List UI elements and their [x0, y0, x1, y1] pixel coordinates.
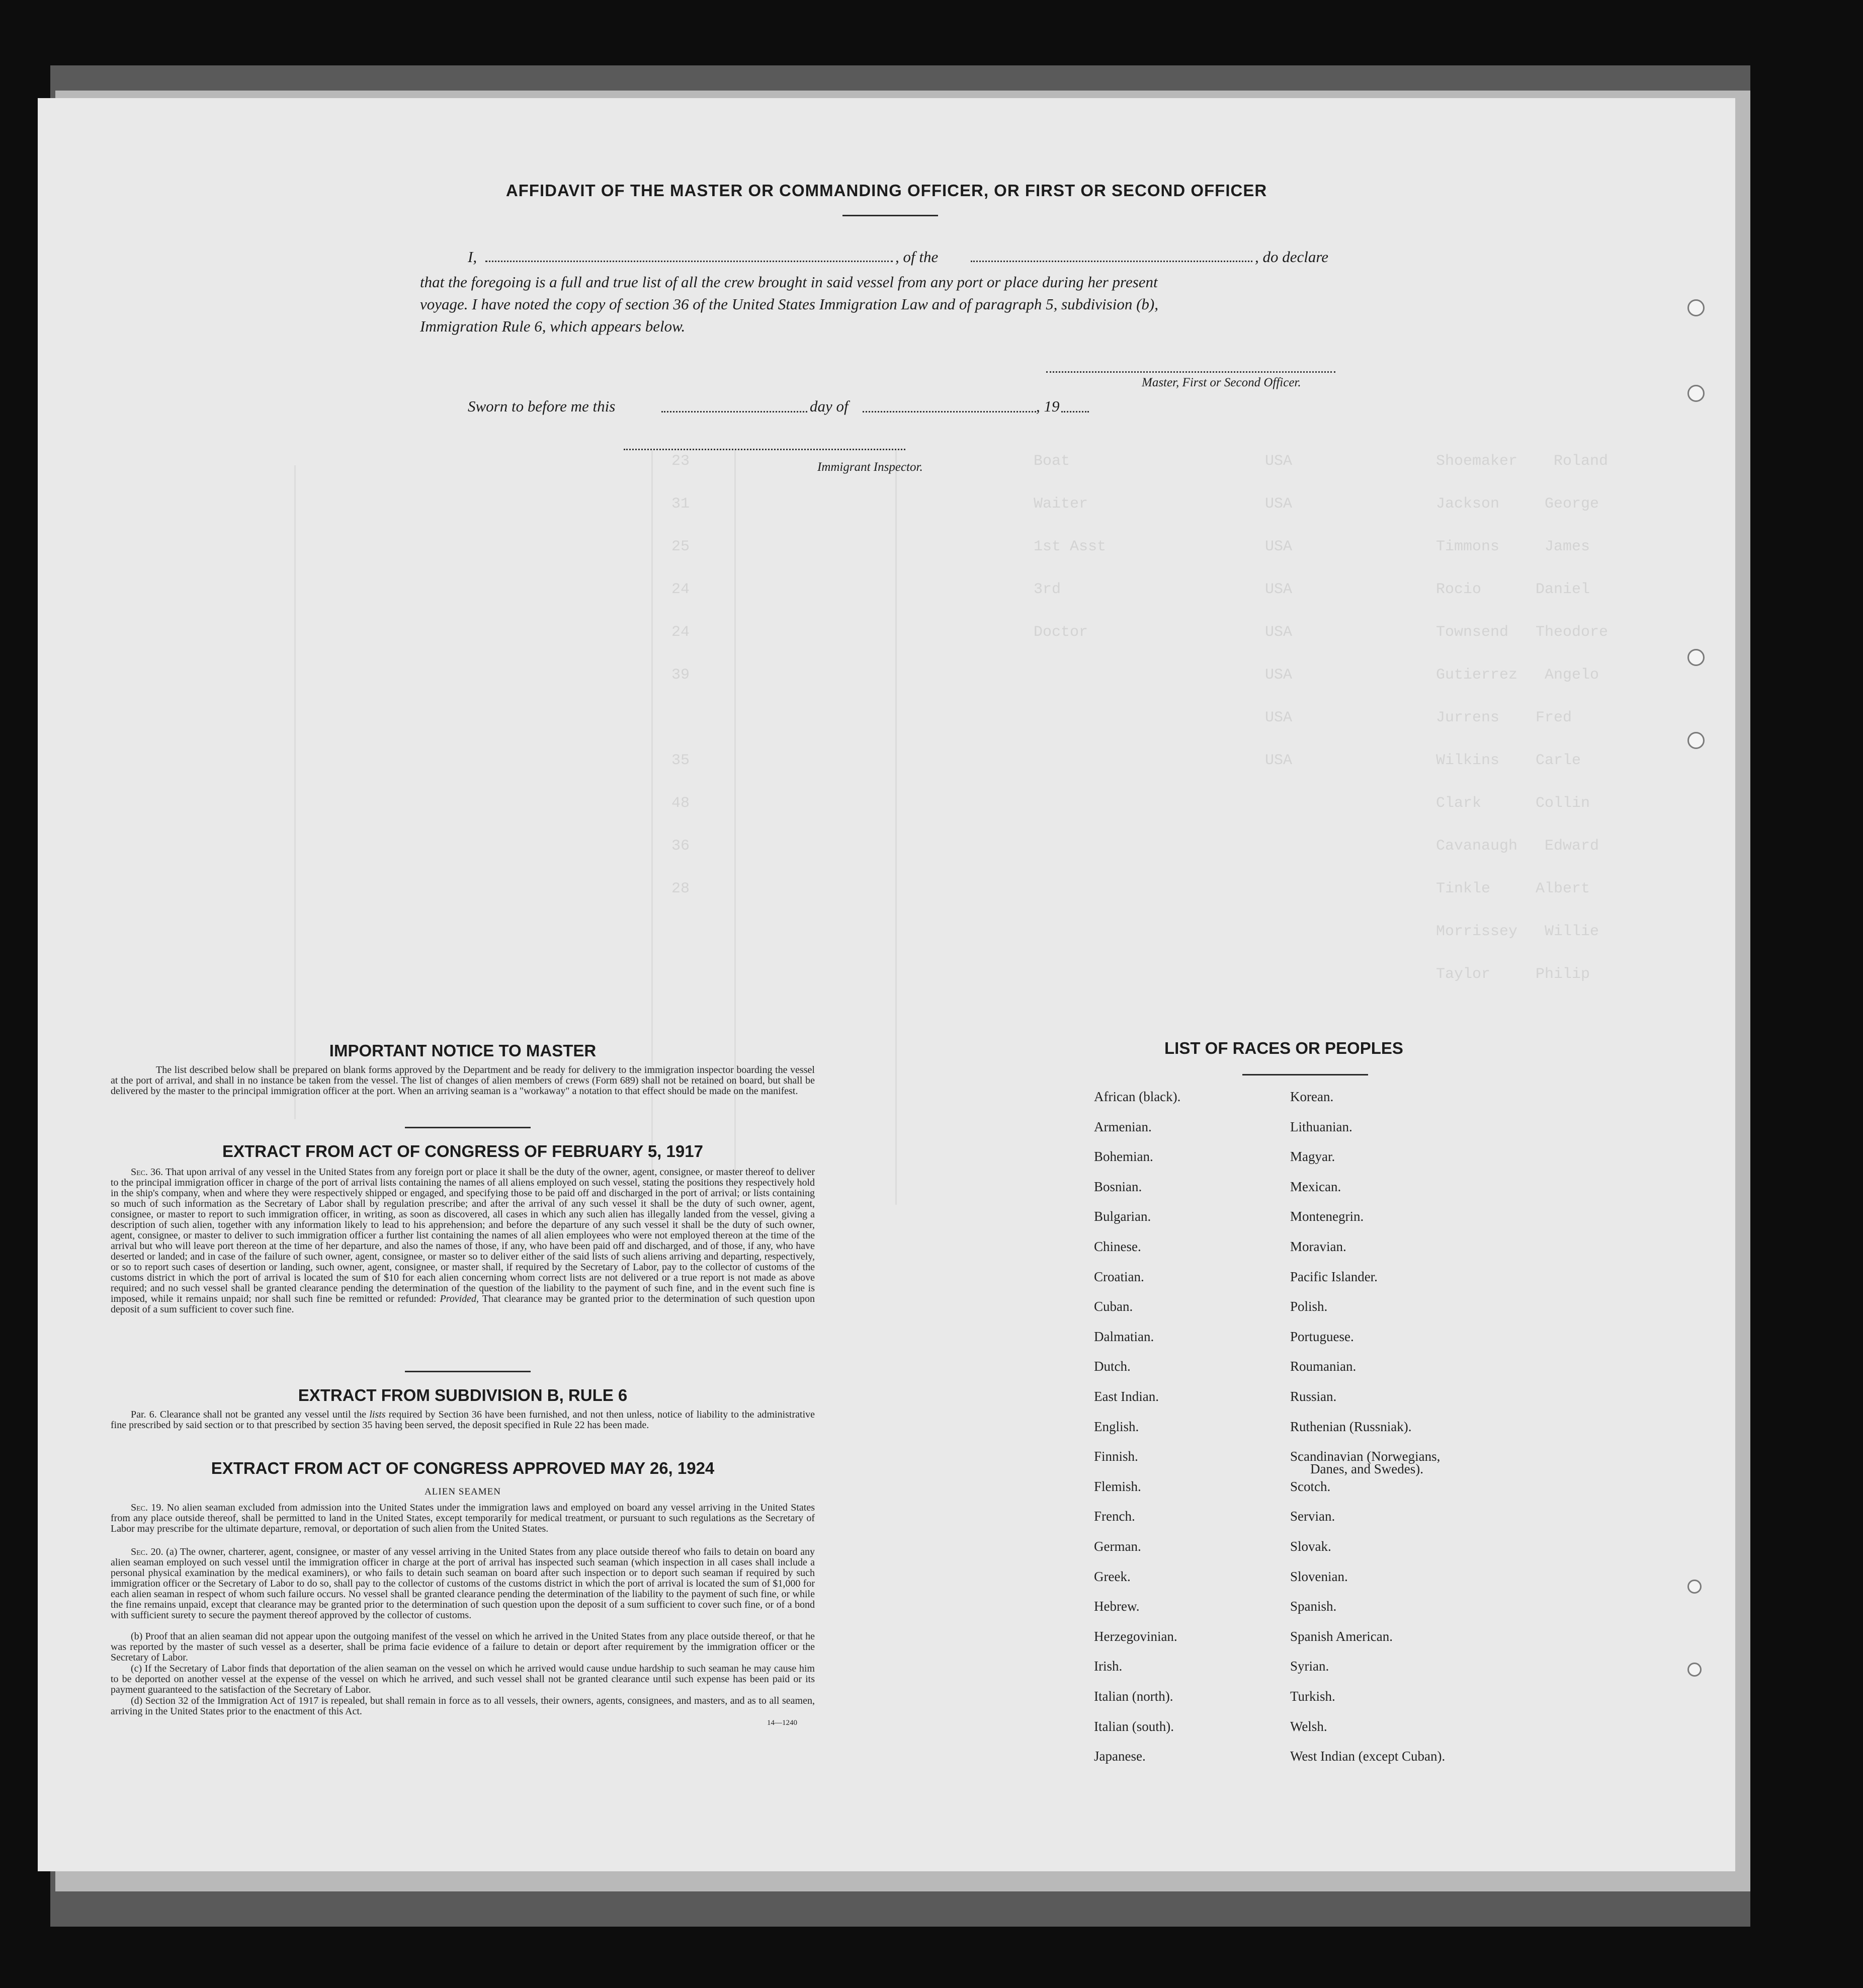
race-item: Flemish.	[1094, 1478, 1141, 1494]
race-item: Lithuanian.	[1290, 1119, 1352, 1134]
alien-seamen-subtitle: ALIEN SEAMEN	[425, 1486, 501, 1497]
race-item: Greek.	[1094, 1568, 1131, 1584]
race-item: Irish.	[1094, 1659, 1123, 1674]
sworn-month-field[interactable]	[863, 411, 1036, 412]
day-of-label: day of	[810, 397, 849, 415]
extract-1924-title: EXTRACT FROM ACT OF CONGRESS APPROVED MAY 26, 1924	[211, 1459, 715, 1477]
race-item: Spanish.	[1290, 1599, 1337, 1614]
title-underline	[842, 215, 938, 216]
race-item: Slovenian.	[1290, 1568, 1348, 1584]
race-item: Croatian.	[1094, 1269, 1144, 1284]
punch-hole	[1687, 732, 1705, 749]
race-item: Dalmatian.	[1094, 1329, 1154, 1344]
race-item: Herzegovinian.	[1094, 1628, 1177, 1644]
race-item: Finnish.	[1094, 1449, 1138, 1464]
punch-hole	[1687, 1663, 1702, 1677]
race-item: Chinese.	[1094, 1239, 1141, 1254]
form-number: 14—1240	[767, 1719, 797, 1727]
race-item: Spanish American.	[1290, 1628, 1393, 1644]
race-item: Scotch.	[1290, 1478, 1331, 1494]
sworn-label: Sworn to before me this	[468, 397, 616, 415]
race-item: German.	[1094, 1539, 1141, 1554]
sec-19-label: Sec. 19.	[131, 1502, 164, 1513]
race-item: Servian.	[1290, 1509, 1335, 1524]
race-item: Bosnian.	[1094, 1179, 1142, 1194]
affidavit-line-2: that the foregoing is a full and true list of all the crew brought in said vessel from any port or place during her present	[420, 273, 1158, 291]
race-item: Bulgarian.	[1094, 1209, 1151, 1224]
race-item: Syrian.	[1290, 1659, 1329, 1674]
race-item: East Indian.	[1094, 1389, 1159, 1404]
rule6-lists-word: lists	[369, 1409, 386, 1420]
master-signature-field[interactable]	[1046, 371, 1335, 373]
race-item: West Indian (except Cuban).	[1290, 1749, 1446, 1764]
race-item: Scandinavian (Norwegians,	[1290, 1449, 1441, 1464]
race-item: Russian.	[1290, 1389, 1337, 1404]
notice-title: IMPORTANT NOTICE TO MASTER	[329, 1041, 597, 1060]
race-item: Roumanian.	[1290, 1359, 1357, 1374]
sec-20c-paragraph: (c) If the Secretary of Labor finds that deportation of the alien seaman on the vessel on which he arrived would cause undue hardship to such seaman he may cause him to be deported on another vessel at the expense of the vessel on which he arrived, and such vessel shall not be granted clearance until such expense has been paid or its payment guaranteed to the satisfaction of the Secretary of Labor.	[111, 1663, 815, 1695]
race-item: Moravian.	[1290, 1239, 1346, 1254]
affidavit-declare: , do declare	[1255, 248, 1329, 266]
extract-1917-title: EXTRACT FROM ACT OF CONGRESS OF FEBRUARY 5, 1917	[222, 1142, 703, 1161]
affidavit-line-3: voyage. I have noted the copy of section 36 of the United States Immigration Law and of paragraph 5, subdivision (b),	[420, 295, 1158, 313]
race-item: Hebrew.	[1094, 1599, 1140, 1614]
punch-hole	[1687, 1580, 1702, 1594]
proviso-word: Provided,	[440, 1293, 479, 1304]
affidavit-title: AFFIDAVIT OF THE MASTER OR COMMANDING OFFICER, OR FIRST OR SECOND OFFICER	[505, 181, 1267, 200]
sec-19-text: No alien seaman excluded from admission into the United States under the immigration laws and employed on board any vessel arriving in the United States from any place outside thereof, shall be permitted to land in the United States, except temporarily for medical treatment, or pursuant to such regulations as the Secretary of Labor may prescribe for the ultimate departure, removal, or deportation of such alien from the United States.	[111, 1502, 815, 1534]
rule6-body	[111, 1410, 815, 1431]
sec-20d-paragraph: (d) Section 32 of the Immigration Act of 1917 is repealed, but shall remain in force as to all vessels, their owners, agents, consignees, and masters, and as to all seamen, arriving in the United States prior to the enactment of this Act.	[111, 1695, 815, 1717]
inspector-label: Immigrant Inspector.	[817, 460, 923, 474]
race-item: Cuban.	[1094, 1299, 1133, 1314]
race-item: Mexican.	[1290, 1179, 1341, 1194]
affidavit-of-the: , of the	[895, 248, 939, 266]
race-item: Korean.	[1290, 1089, 1334, 1104]
rule6-title: EXTRACT FROM SUBDIVISION B, RULE 6	[298, 1386, 628, 1404]
punch-hole	[1687, 299, 1705, 316]
notice-divider	[405, 1127, 531, 1128]
race-item: Japanese.	[1094, 1749, 1146, 1764]
punch-hole	[1687, 649, 1705, 666]
sec-20a-text: (a) The owner, charterer, agent, consignee, or master of any vessel arriving in the United States from any place outside thereof who fails to detain on board any alien seaman employed on such vessel until the immigration officer in charge at the port of arrival has inspected such seaman (which inspection in all cases shall include a personal physical examination by the medical examiners), or who fails to detain such seaman on board after such inspection or to deport such seaman if required by such immigration officer or the Secretary of Labor to do so, shall pay to the collector of customs of the customs district in which the port of arrival is located the sum of $1,000 for each alien seaman in respect of whom such failure occurs. No vessel shall be granted clearance pending the determination of the liability to the payment of such fine, or while the fine remains unpaid, except that clearance may be granted prior to the determination of such question upon the deposit of a sum sufficient to cover such fine, or of a bond with sufficient surety to secure the payment thereof approved by the collector of customs.	[111, 1546, 815, 1621]
races-underline	[1242, 1074, 1368, 1075]
race-item: African (black).	[1094, 1089, 1181, 1104]
rule6-text-b: required by Section 36 have been furnished, and not then unless, notice of liability to the administrative fine prescribed by said section or to that prescribed by section 35 having been served, the deposit specified in Rule 22 has been made.	[111, 1409, 815, 1431]
race-item: Magyar.	[1290, 1149, 1335, 1165]
race-item: French.	[1094, 1509, 1135, 1524]
proviso-text: That clearance may be granted prior to the determination of such question upon deposit of a sum sufficient to cover such fine.	[111, 1293, 815, 1315]
rule6-text-a: Par. 6. Clearance shall not be granted any vessel until the	[131, 1409, 367, 1420]
sec-20a-paragraph	[111, 1547, 815, 1621]
affidavit-i: I,	[468, 248, 477, 266]
race-item: Ruthenian (Russniak).	[1290, 1419, 1412, 1434]
affidavit-line-4: Immigration Rule 6, which appears below.	[420, 317, 686, 335]
race-item: Italian (south).	[1094, 1718, 1174, 1734]
year-label: , 19	[1036, 397, 1060, 415]
race-item: Turkish.	[1290, 1689, 1335, 1704]
race-item: Armenian.	[1094, 1119, 1152, 1134]
sworn-year-field[interactable]	[1061, 411, 1089, 412]
vessel-name-field[interactable]	[971, 261, 1252, 262]
race-item: Italian (north).	[1094, 1689, 1173, 1704]
race-item: Welsh.	[1290, 1718, 1327, 1734]
master-name-field[interactable]	[485, 261, 893, 262]
sec-20b-paragraph: (b) Proof that an alien seaman did not appear upon the outgoing manifest of the vessel on which he arrived in the United States from any place outside thereof, or that he was reported by the master of such vessel as a deserter, shall be prima facie evidence of a failure to detain or deport after requirement by the immigration officer or the Secretary of Labor.	[111, 1631, 815, 1663]
race-item: Slovak.	[1290, 1539, 1331, 1554]
sec-20-label: Sec. 20.	[131, 1546, 163, 1557]
punch-hole	[1687, 385, 1705, 402]
notice-body: The list described below shall be prepared on blank forms approved by the Department and be ready for delivery to the immigration inspector boarding the vessel at the port of arrival, and shall in no instance be taken from the vessel. The list of changes of alien members of crews (Form 689) shall not be retained on board, but shall be delivered by the master to the principal immigration officer at the port. When an arriving seaman is a "workaway" a notation to that effect should be made on the manifest.	[111, 1064, 815, 1097]
extract-1917-divider	[405, 1371, 531, 1372]
sworn-day-field[interactable]	[661, 411, 807, 412]
document-page: Shoemaker Roland Jackson George Timmons James Rocio Daniel Townsend Theodore Gutierrez Angelo Jurrens Fred Wilkins Carle Clark Collin Cavanaugh Edward Tinkle Albert Morrissey Willie Taylor Philip Boat Waiter 1st Asst 3rd Doctor 23 31 25 24 24 39 35 48 36 28 USA USA USA USA USA USA USA USA AFFIDAVIT OF THE MASTER OR COMMANDING OFFICER, OR FIRST OR SECOND OFFICER I, , of the , do declare that the foregoing is a full and true list of all the crew brought in said vessel from any port or place during her present voyage. I have noted the copy of section 36 of the United States Immigration Law and of paragraph 5, subdivision (b), Immigration Rule 6, which appears below. Master, First or Second Officer. Sworn to before me this day of , 19 Immigrant Inspector. IMPORTANT NOTICE TO MASTER The list described below shall be prepared on blank forms approved by the Department and be ready for delivery to the immigration inspector boarding the vessel at the port of arrival, and shall in no instance be taken from the vessel. The list of changes of alien members of crews (Form 689) shall not be retained on board, but shall be delivered by the master to the principal immigration officer at the port. When an arriving seaman is a "workaway" a notation to that effect should be made on the manifest. EXTRACT FROM ACT OF CONGRESS OF FEBRUARY 5, 1917 Sec. 36. That upon arrival of any vessel in the United States from any foreign port or place it shall be the duty of the owner, agent, consignee, or master thereof to deliver to the principal immigration officer in charge of the port of arrival lists containing the names of all aliens employed on such vessel, stating the positions they respectively hold in the ship's company, when and where they were respectively shipped or engaged, and specifying those to be paid off and discharged in the port of arrival; or lists containing so much of such information as the Secretary of Labor shall by regulation prescribe; and after the arrival of any such vessel it shall be the duty of such owner, agent, consignee, or master to report to such immigration officer, in writing, as soon as discovered, all cases in which any such alien has illegally landed from the vessel, giving a description of such alien, together with any information likely to lead to his apprehension; and before the departure of any such vessel it shall be the duty of such owner, agent, consignee, or master to deliver to such immigration officer a further list containing the names of all alien employees who were not employed thereon at the time of the arrival but who will leave port thereon at the time of her departure, and also the names of those, if any, who have been paid off and discharged, and of those, if any, who have deserted or landed; and in case of the failure of such owner, agent, consignee, or master so to deliver either of the said lists of such aliens arriving and departing, respectively, or so to report such cases of desertion or landing, such owner, agent, consignee, or master shall, if required by the Secretary of Labor, pay to the collector of customs of the customs district in which the port of arrival is located the sum of $10 for each alien concerning whom correct lists are not delivered or a true report is not made as above required; and no such vessel shall be granted clearance pending the determination of the question of the liability to the payment of such fine, and in the event such fine is imposed, while it remains unpaid; nor shall such fine be remitted or refunded: Provided, That clearance may be granted prior to the determination of such question upon deposit of a sum sufficient to cover such fine. EXTRACT FROM SUBDIVISION B, RULE 6 Par. 6. Clearance shall not be granted any vessel until the lists required by Section 36 have been furnished, and not then unless, notice of liability to the administrative fine prescribed by said section or to that prescribed by section 35 having been served, the deposit specified in Rule 22 has been made. EXTRACT FROM ACT OF CONGRESS APPROVED MAY 26, 1924 ALIEN SEAMEN Sec. 19. No alien seaman excluded from admission into the United States under the immigration laws and employed on board any vessel arriving in the United States from any place outside thereof, shall be permitted to land in the United States, except temporarily for medical treatment, or pursuant to such regulations as the Secretary of Labor may prescribe for the ultimate departure, removal, or deportation of such alien from the United States. Sec. 20. (a) The owner, charterer, agent, consignee, or master of any vessel arriving in the United States from any place outside thereof who fails to detain on board any alien seaman employed on such vessel until the immigration officer in charge at the port of arrival has inspected such seaman (which inspection in all cases shall include a personal physical examination by the medical examiners), or who fails to detain such seaman on board after such inspection or to deport such seaman if required by such immigration officer or the Secretary of Labor to do so, shall pay to the collector of customs of the customs district in which the port of arrival is located the sum of $1,000 for each alien seaman in respect of whom such failure occurs. No vessel shall be granted clearance pending the determination of the liability to the payment of such fine, or while the fine remains unpaid, except that clearance may be granted prior to the determination of such question upon the deposit of a sum sufficient to cover such fine, or of a bond with sufficient surety to secure the payment thereof approved by the collector of customs. (b) Proof that an alien seaman did not appear upon the outgoing manifest of the vessel on which he arrived in the United States from any place outside thereof, or that he was reported by the master of such vessel as a deserter, shall be prima facie evidence of a failure to detain or deport after requirement by the immigration officer or the Secretary of Labor. (c) If the Secretary of Labor finds that deportation of the alien seaman on the vessel on which he arrived would cause undue hardship to such seaman he may cause him to be deported on another vessel at the expense of the vessel on which he arrived, and such vessel shall not be granted clearance until such expense has been paid or its payment guaranteed to the satisfaction of the Secretary of Labor. (d) Section 32 of the Immigration Act of 1917 is repealed, but shall remain in force as to all vessels, their owners, agents, consignees, and masters, and as to all seamen, arriving in the United States prior to the enactment of this Act. 14—1240 LIST OF RACES OR PEOPLES African (black). Armenian. Bohemian. Bosnian. Bulgarian. Chinese. Croatian. Cuban. Dalmatian. Dutch. East Indian. English. Finnish. Flemish. French. German. Greek. Hebrew. Herzegovinian. Irish. Italian (north). Italian (south). Japanese. Korean. Lithuanian. Magyar. Mexican. Montenegrin. Moravian. Pacific Islander. Polish. Portuguese. Roumanian. Russian. Ruthenian (Russniak). Scandinavian (Norwegians, Danes, and Swedes). Scotch. Servian. Slovak. Slovenian. Spanish. Spanish American. Syrian. Turkish. Welsh. West Indian (except Cuban).	[38, 98, 1735, 1871]
race-item: Dutch.	[1094, 1359, 1131, 1374]
race-item: Danes, and Swedes).	[1310, 1461, 1423, 1477]
race-item: Montenegrin.	[1290, 1209, 1364, 1224]
race-item: Bohemian.	[1094, 1149, 1153, 1165]
master-signature-label: Master, First or Second Officer.	[1142, 376, 1301, 389]
race-item: Pacific Islander.	[1290, 1269, 1378, 1284]
extract-1917-body	[111, 1167, 815, 1315]
sec-19-paragraph	[111, 1503, 815, 1534]
race-item: English.	[1094, 1419, 1139, 1434]
inspector-signature-field[interactable]	[624, 449, 905, 450]
sec-36-text: That upon arrival of any vessel in the United States from any foreign port or place it shall be the duty of the owner, agent, consignee, or master thereof to deliver to the principal immigration officer in charge of the port of arrival lists containing the names of all aliens employed on such vessel, stating the positions they respectively hold in the ship's company, when and where they were respectively shipped or engaged, and specifying those to be paid off and discharged in the port of arrival; or lists containing so much of such information as the Secretary of Labor shall by regulation prescribe; and after the arrival of any such vessel it shall be the duty of such owner, agent, consignee, or master to report to such immigration officer, in writing, as soon as discovered, all cases in which any such alien has illegally landed from the vessel, giving a description of such alien, together with any information likely to lead to his apprehension; and before the departure of any such vessel it shall be the duty of such owner, agent, consignee, or master to deliver to such immigration officer a further list containing the names of all alien employees who were not employed thereon at the time of the arrival but who will leave port thereon at the time of her departure, and also the names of those, if any, who have been paid off and discharged, and of those, if any, who have deserted or landed; and in case of the failure of such owner, agent, consignee, or master so to deliver either of the said lists of such aliens arriving and departing, respectively, or so to report such cases of desertion or landing, such owner, agent, consignee, or master shall, if required by the Secretary of Labor, pay to the collector of customs of the customs district in which the port of arrival is located the sum of $10 for each alien concerning whom correct lists are not delivered or a true report is not made as above required; and no such vessel shall be granted clearance pending the determination of the question of the liability to the payment of such fine, and in the event such fine is imposed, while it remains unpaid; nor shall such fine be remitted or refunded:	[111, 1167, 815, 1304]
race-item: Polish.	[1290, 1299, 1328, 1314]
races-title: LIST OF RACES OR PEOPLES	[1164, 1039, 1403, 1057]
race-item: Portuguese.	[1290, 1329, 1354, 1344]
sec-36-label: Sec. 36.	[131, 1167, 163, 1178]
